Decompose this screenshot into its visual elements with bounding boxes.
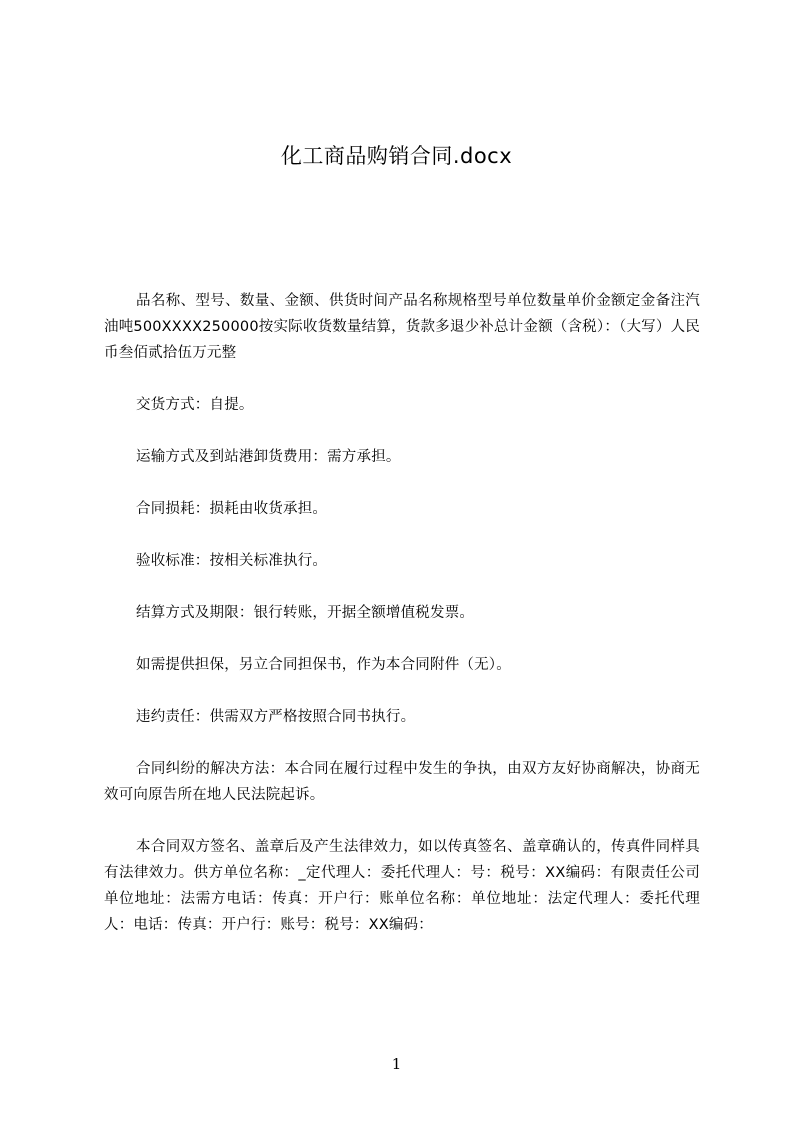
page-number: 1 (391, 1055, 402, 1073)
document-body (104, 288, 700, 964)
document-title: 化工商品购销合同.docx (280, 144, 513, 168)
paragraph-product-details: 品名称、型号、数量、金额、供货时间产品名称规格型号单位数量单价金额定金备注汽油吨500XXXX250000按实际收货数量结算，货款多退少补总计金额（含税）：（大写）人民币叁佰贰拾伍万元整 (104, 293, 700, 361)
paragraph-guarantee: 如需提供担保，另立合同担保书，作为本合同附件（无）。 (136, 657, 511, 673)
paragraph-effectiveness: 本合同双方签名、盖章后及产生法律效力，如以传真签名、盖章确认的，传真件同样具有法律效力。供方单位名称：_定代理人：委托代理人：号：税号：XX编码：有限责任公司单位地址：法需方电话：传真：开户行：账单位名称：单位地址：法定代理人：委托代理人：电话：传真：开户行：账号：税号：XX编码： (104, 839, 700, 933)
paragraph-loss: 合同损耗：损耗由收货承担。 (136, 501, 328, 517)
paragraph-acceptance: 验收标准：按相关标准执行。 (136, 553, 328, 569)
paragraph-liability: 违约责任：供需双方严格按照合同书执行。 (136, 709, 416, 725)
paragraph-delivery-method: 交货方式：自提。 (136, 397, 254, 413)
paragraph-settlement: 结算方式及期限：银行转账，开据全额增值税发票。 (136, 605, 475, 621)
paragraph-transport: 运输方式及到站港卸货费用：需方承担。 (136, 449, 401, 465)
paragraph-dispute: 合同纠纷的解决方法：本合同在履行过程中发生的争执，由双方友好协商解决，协商无效可向原告所在地人民法院起诉。 (104, 761, 700, 803)
